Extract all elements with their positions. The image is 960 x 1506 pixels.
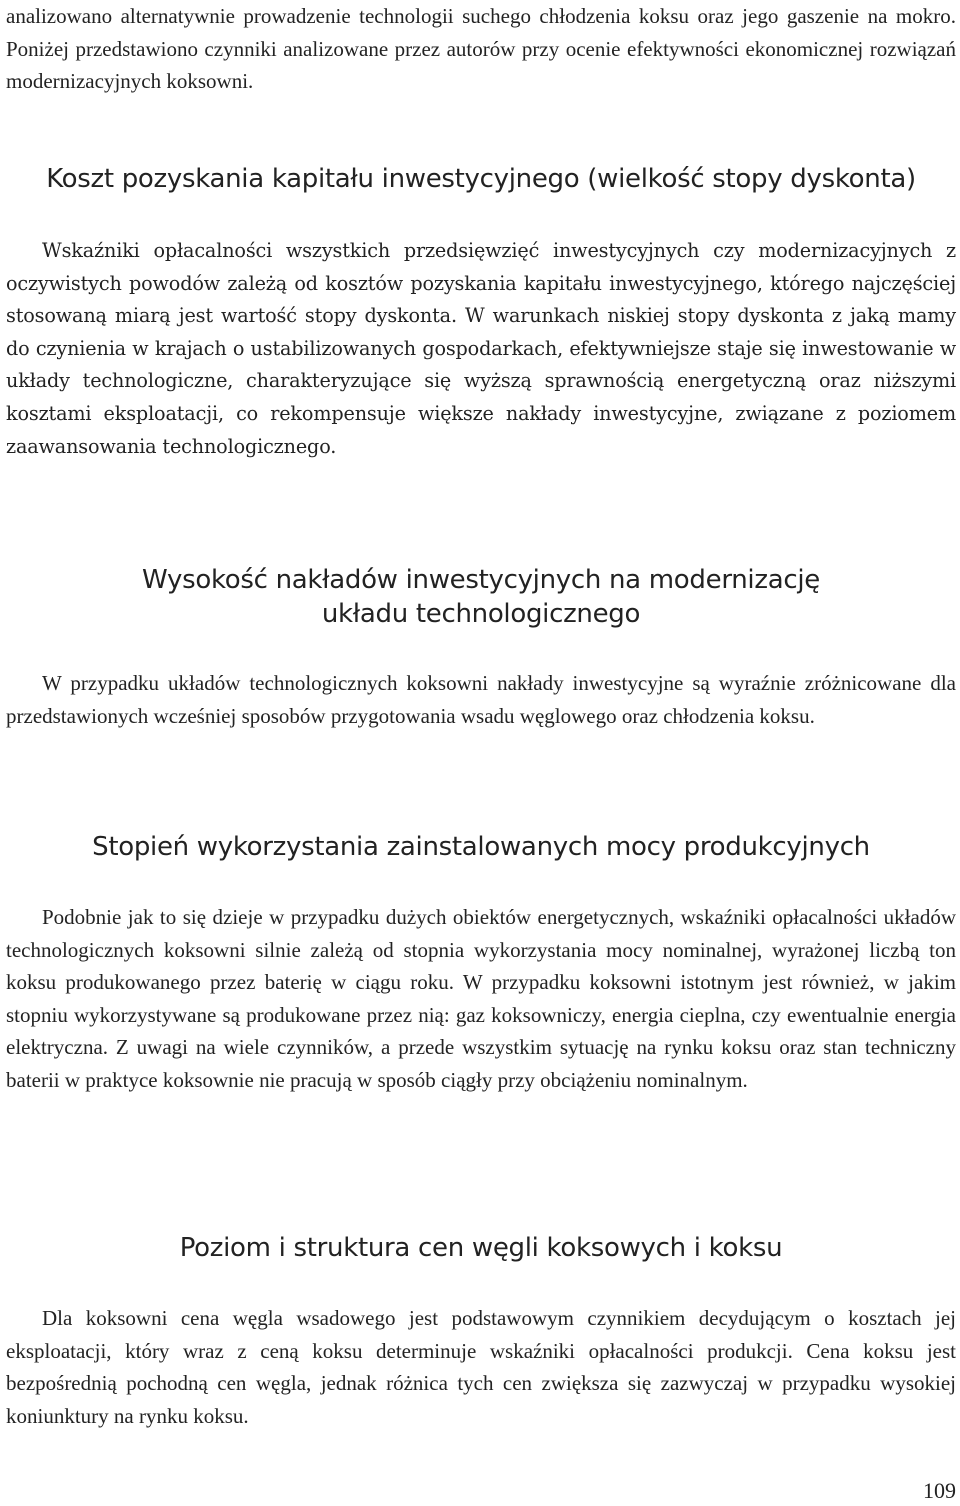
section-body-capacity-utilization: Podobnie jak to się dzieje w przypadku dużych obiektów energetycznych, wskaźniki opłacalności układów technologicznych koksowni silnie zależą od stopnia wykorzystania mocy nominalnej, wyrażonej liczbą ton koksu produkowanego przez baterię w ciągu roku. W przypadku koksowni istotnym jest również, w jakim stopniu wykorzystywane są produkowane przez nią: gaz koksowniczy, energia cieplna, czy ewentualnie energia elektryczna. Z uwagi na wiele czynników, a przede wszystkim sytuację na rynku koksu oraz stan techniczny baterii w praktyce koksownie nie pracują w sposób ciągły przy obciążeniu nominalnym. xyxy=(6,905,956,1092)
section-heading-capacity-utilization: Stopień wykorzystania zainstalowanych mocy produkcyjnych xyxy=(92,832,870,862)
page-number: 109 xyxy=(923,1478,956,1503)
section-body-coal-coke-prices: Dla koksowni cena węgla wsadowego jest podstawowym czynnikiem decydującym o kosztach jej eksploatacji, który wraz z ceną koksu determinuje wskaźniki opłacalności produkcji. Cena koksu jest bezpośrednią pochodną cen węgla, jednak różnica tych cen zwiększa się zazwyczaj w przypadku wysokiej koniunktury na rynku koksu. xyxy=(6,1306,956,1428)
section-heading-investment-outlays: Wysokość nakładów inwestycyjnych na modernizację układu technologicznego xyxy=(142,565,820,629)
section-body-discount-rate: Wskaźniki opłacalności wszystkich przedsięwzięć inwestycyjnych czy modernizacyjnych z oczywistych powodów zależą od kosztów pozyskania kapitału inwestycyjnego, którego najczęściej stosowaną miarą jest wartość stopy dyskonta. W warunkach niskiej stopy dyskonta z jaką mamy do czynienia w krajach o ustabilizowanych gospodarkach, efektywniejsze staje się inwestowanie w układy technologiczne, charakteryzujące się wyższą sprawnością energetyczną oraz niższymi kosztami eksploatacji, co rekompensuje większe nakłady inwestycyjne, związane z poziomem zaawansowania technologicznego. xyxy=(6,239,956,458)
section-heading-discount-rate: Koszt pozyskania kapitału inwestycyjnego (wielkość stopy dyskonta) xyxy=(46,164,916,194)
intro-paragraph: analizowano alternatywnie prowadzenie technologii suchego chłodzenia koksu oraz jego gaszenie na mokro. Poniżej przedstawiono czynniki analizowane przez autorów przy ocenie efektywności ekonomicznej rozwiązań modernizacyjnych koksowni. xyxy=(6,4,956,94)
section-body-investment-outlays: W przypadku układów technologicznych koksowni nakłady inwestycyjne są wyraźnie zróżnicowane dla przedstawionych wcześniej sposobów przygotowania wsadu węglowego oraz chłodzenia koksu. xyxy=(6,671,956,728)
section-heading-coal-coke-prices: Poziom i struktura cen węgli koksowych i koksu xyxy=(179,1233,783,1263)
